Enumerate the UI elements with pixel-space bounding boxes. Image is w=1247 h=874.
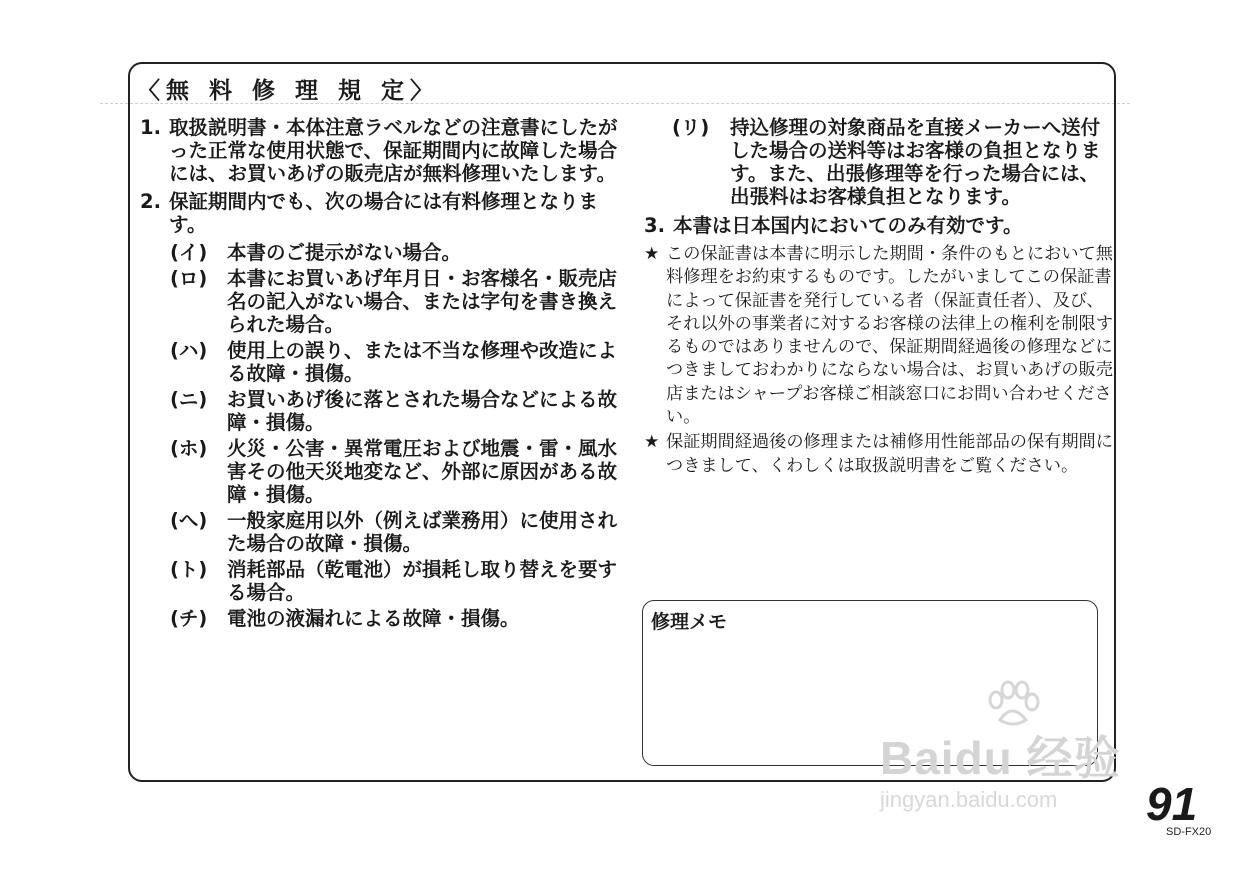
sub-item-text: 持込修理の対象商品を直接メーカーへ送付した場合の送料等はお客様の負担となります。また、出張修理等を行った場合には、出張料はお客様負担となります。 xyxy=(730,116,1101,208)
right-column xyxy=(644,116,1114,480)
rule-number: 3. xyxy=(644,214,665,237)
sub-item-text: 消耗部品（乾電池）が損耗し取り替えを要する場合。 xyxy=(227,558,618,604)
sub-item xyxy=(644,116,1114,208)
sub-item xyxy=(140,509,620,555)
sub-item xyxy=(140,267,620,336)
memo-title: 修理メモ xyxy=(651,611,728,633)
baidu-watermark-logo: Baidu 经验 xyxy=(880,732,1121,784)
rule-item xyxy=(140,190,620,236)
sub-item-text: 本書のご提示がない場合。 xyxy=(227,241,462,264)
sub-item-mark: (イ) xyxy=(170,241,208,264)
sub-item xyxy=(140,241,620,264)
sub-item-mark: (ニ) xyxy=(170,388,208,411)
sub-item-text: 電池の液漏れによる故障・損傷。 xyxy=(227,607,520,630)
sub-item-mark: (ホ) xyxy=(170,437,208,460)
sub-item-mark: (へ) xyxy=(170,509,208,532)
star-icon: ★ xyxy=(644,244,660,264)
sub-item xyxy=(140,388,620,434)
sub-item xyxy=(140,339,620,385)
page-number: 91 xyxy=(1146,778,1198,830)
rule-item xyxy=(644,214,1114,237)
sub-item-mark: (リ) xyxy=(672,116,710,139)
page-title: 〈無 料 修 理 規 定〉 xyxy=(137,78,440,104)
sub-item-text: 火災・公害・異常電圧および地震・雷・風水害その他天災地変など、外部に原因がある故障・損傷。 xyxy=(227,437,618,506)
sub-item-mark: (ト) xyxy=(170,558,208,581)
note-item xyxy=(644,431,1114,478)
rule-item xyxy=(140,116,620,185)
sub-item-mark: (ハ) xyxy=(170,339,208,362)
sub-item-text: 本書にお買いあげ年月日・お客様名・販売店名の記入がない場合、または字句を書き換えられた場合。 xyxy=(227,267,618,336)
left-column xyxy=(140,116,620,633)
sub-item-mark: (ロ) xyxy=(170,267,208,290)
sub-item-text: お買いあげ後に落とされた場合などによる故障・損傷。 xyxy=(227,388,618,434)
star-icon: ★ xyxy=(644,432,660,453)
rule-text: 取扱説明書・本体注意ラベルなどの注意書にしたがった正常な使用状態で、保証期間内に故障した場合には、お買いあげの販売店が無料修理いたします。 xyxy=(169,116,618,185)
sub-item-text: 一般家庭用以外（例えば業務用）に使用された場合の故障・損傷。 xyxy=(227,509,618,555)
note-text: 保証期間経過後の修理または補修用性能部品の保有期間につきまして、くわしくは取扱説明書をご覧ください。 xyxy=(666,432,1113,476)
baidu-watermark-url: jingyan.baidu.com xyxy=(880,787,1058,812)
rule-text: 保証期間内でも、次の場合には有料修理となります。 xyxy=(169,190,599,236)
rule-number: 2. xyxy=(140,190,161,213)
note-text: この保証書は本書に明示した期間・条件のもとにおいて無料修理をお約束するものです。したがいましてこの保証書によって保証書を発行している者（保証責任者）、及び、それ以外の事業者に対するお客様の法律上の権利を制限するものではありませんので、保証期間経過後の修理などにつきましておわかりにならない場合は、お買いあげの販売店またはシャープお客様ご相談窓口にお問い合わせください。 xyxy=(666,244,1113,428)
model-number: SD-FX20 xyxy=(1166,826,1212,838)
note-item xyxy=(644,243,1114,429)
sub-item-text: 使用上の誤り、または不当な修理や改造による故障・損傷。 xyxy=(227,339,618,385)
sub-item xyxy=(140,437,620,506)
sub-item xyxy=(140,607,620,630)
sub-item xyxy=(140,558,620,604)
rule-number: 1. xyxy=(140,116,161,139)
rule-text: 本書は日本国内においてのみ有効です。 xyxy=(673,214,1023,237)
baidu-paw-icon xyxy=(982,680,1042,726)
sub-item-mark: (チ) xyxy=(170,607,208,630)
